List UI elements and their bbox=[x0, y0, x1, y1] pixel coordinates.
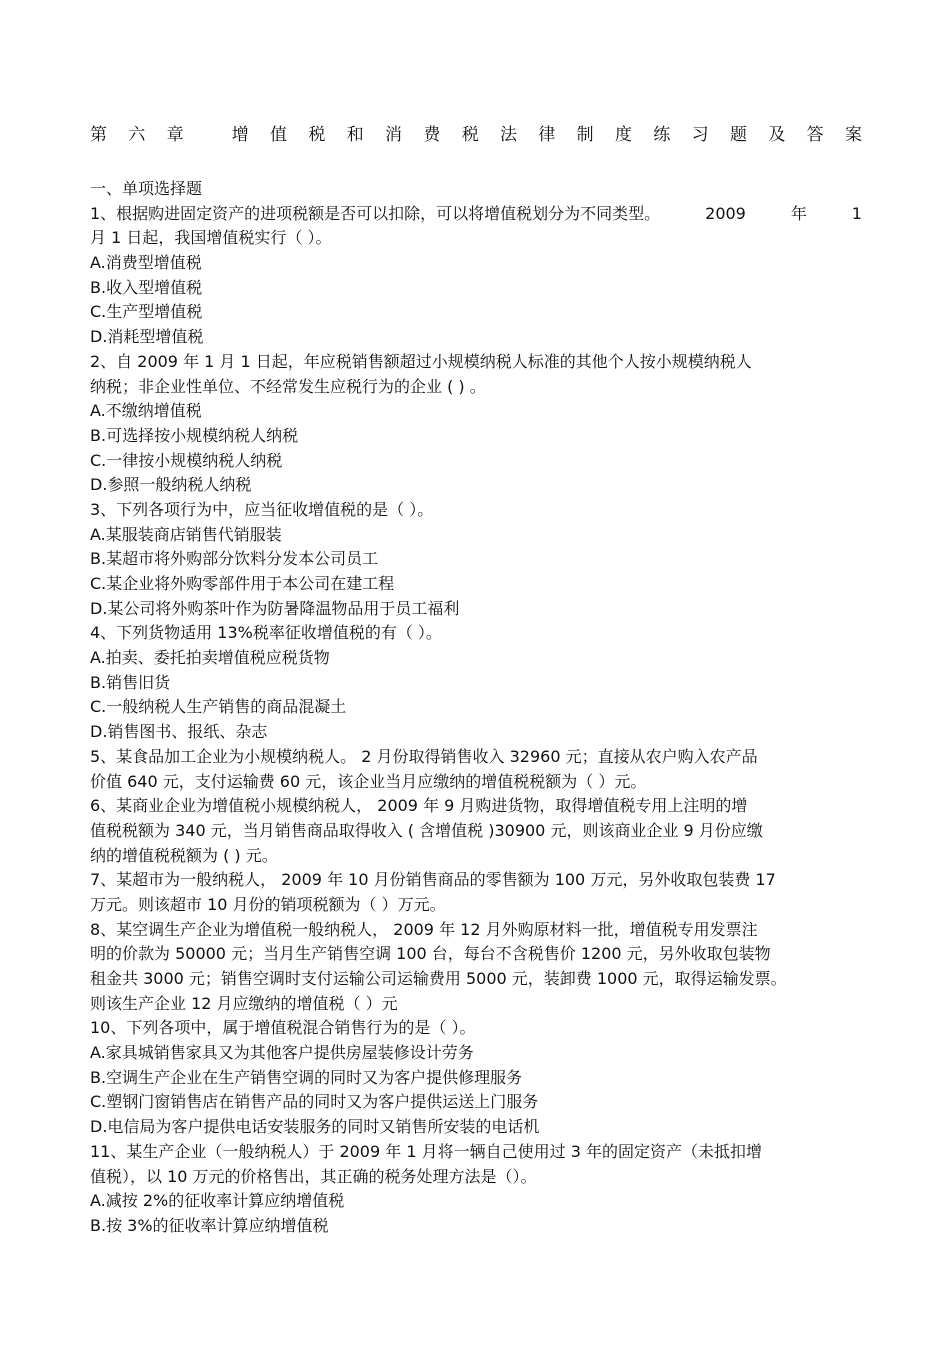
text-line: 月 1 日起，我国增值税实行（ ）。 bbox=[90, 228, 332, 248]
text-line: D.某公司将外购茶叶作为防暑降温物品用于员工福利 bbox=[90, 598, 460, 618]
text-line: 3、下列各项行为中，应当征收增值税的是（ ）。 bbox=[90, 499, 434, 519]
text-line: A.某服装商店销售代销服装 bbox=[90, 524, 282, 544]
title-char: 案 bbox=[844, 125, 862, 145]
title-char: 题 bbox=[729, 125, 747, 145]
title-char: 律 bbox=[538, 125, 556, 145]
title-char: 制 bbox=[576, 125, 594, 145]
title-char: 六 bbox=[128, 125, 146, 145]
title-char: 答 bbox=[806, 125, 824, 145]
title-char: 费 bbox=[423, 125, 441, 145]
title-char: 练 bbox=[653, 125, 671, 145]
title-char: 税 bbox=[308, 125, 326, 145]
text-line: D.销售图书、报纸、杂志 bbox=[90, 722, 268, 742]
text-line: 租金共 3000 元；销售空调时支付运输公司运输费用 5000 元，装卸费 1000 元，取得运输发票。 bbox=[90, 969, 787, 988]
text-line: 纳税；非企业性单位、不经常发生应税行为的企业 ( ) 。 bbox=[90, 376, 486, 396]
text-line: B.某超市将外购部分饮料分发本公司员工 bbox=[90, 549, 379, 569]
text-line: 则该生产企业 12 月应缴纳的增值税（ ）元 bbox=[90, 993, 398, 1013]
text-line: A.拍卖、委托拍卖增值税应税货物 bbox=[90, 648, 330, 668]
title-char: 及 bbox=[768, 125, 786, 145]
title-char bbox=[205, 124, 210, 146]
title-char: 增 bbox=[231, 125, 249, 145]
text-line: 万元。则该超市 10 月份的销项税额为（ ）万元。 bbox=[90, 894, 446, 914]
title-char: 习 bbox=[691, 125, 709, 145]
text-line: D.参照一般纳税人纳税 bbox=[90, 475, 252, 495]
title-char: 和 bbox=[346, 125, 364, 145]
text-line: 值税），以 10 万元的价格售出，其正确的税务处理方法是（）。 bbox=[90, 1166, 537, 1186]
document-body bbox=[90, 177, 862, 1239]
text-line: A.消费型增值税 bbox=[90, 253, 202, 273]
text-line: 10、下列各项中，属于增值税混合销售行为的是（ ）。 bbox=[90, 1018, 476, 1038]
text-line: 6、某商业企业为增值税小规模纳税人， 2009 年 9 月购进货物，取得增值税专用上注明的增 bbox=[90, 796, 748, 816]
text-line: 1、根据购进固定资产的进项税额是否可以扣除，可以将增值税划分为不同类型。 2009 年 1 bbox=[90, 203, 862, 223]
text-line: 价值 640 元，支付运输费 60 元，该企业当月应缴纳的增值税税额为（ ）元。 bbox=[90, 771, 647, 791]
text-line: C.一律按小规模纳税人纳税 bbox=[90, 450, 283, 470]
title-char: 度 bbox=[615, 125, 632, 145]
page-title bbox=[90, 124, 862, 146]
text-line: 7、某超市为一般纳税人， 2009 年 10 月份销售商品的零售额为 100 万元，另外收取包装费 17 bbox=[90, 870, 776, 890]
text-line: B.按 3%的征收率计算应纳增值税 bbox=[90, 1215, 329, 1235]
text-line: B.可选择按小规模纳税人纳税 bbox=[90, 425, 299, 445]
title-char: 值 bbox=[270, 125, 288, 145]
text-line: 2、自 2009 年 1 月 1 日起，年应税销售额超过小规模纳税人标准的其他个人按小规模纳税人 bbox=[90, 351, 752, 371]
title-char: 消 bbox=[385, 125, 403, 145]
text-line: D.电信局为客户提供电话安装服务的同时又销售所安装的电话机 bbox=[90, 1117, 540, 1137]
text-line: C.塑钢门窗销售店在销售产品的同时又为客户提供运送上门服务 bbox=[90, 1092, 539, 1112]
text-line: A.不缴纳增值税 bbox=[90, 401, 202, 421]
text-line: A.家具城销售家具又为其他客户提供房屋装修设计劳务 bbox=[90, 1043, 474, 1063]
text-line: 8、某空调生产企业为增值税一般纳税人， 2009 年 12 月外购原材料一批，增值税专用发票注 bbox=[90, 919, 758, 939]
text-line: B.空调生产企业在生产销售空调的同时又为客户提供修理服务 bbox=[90, 1067, 523, 1087]
text-line: 值税税额为 340 元，当月销售商品取得收入 ( 含增值税 )30900 元，则该商业企业 9 月份应缴 bbox=[90, 820, 763, 840]
text-line: D.消耗型增值税 bbox=[90, 327, 204, 347]
title-char: 章 bbox=[166, 125, 184, 145]
text-line: C.生产型增值税 bbox=[90, 302, 203, 322]
text-line: 纳的增值税税额为 ( ) 元。 bbox=[90, 845, 278, 865]
title-char: 税 bbox=[461, 125, 479, 145]
text-line: 11、某生产企业（一般纳税人）于 2009 年 1 月将一辆自己使用过 3 年的固定资产（未抵扣增 bbox=[90, 1141, 762, 1161]
text-line: 5、某食品加工企业为小规模纳税人。 2 月份取得销售收入 32960 元；直接从农户购入农产品 bbox=[90, 746, 758, 766]
text-line: 一、单项选择题 bbox=[90, 179, 203, 198]
text-line: A.减按 2%的征收率计算应纳增值税 bbox=[90, 1191, 345, 1211]
text-line: B.销售旧货 bbox=[90, 672, 171, 692]
title-char: 法 bbox=[500, 125, 518, 145]
text-line: C.一般纳税人生产销售的商品混凝土 bbox=[90, 697, 347, 717]
title-char: 第 bbox=[90, 125, 107, 145]
text-line: 明的价款为 50000 元；当月生产销售空调 100 台，每台不含税售价 1200 元，另外收取包装物 bbox=[90, 944, 771, 964]
text-line: C.某企业将外购零部件用于本公司在建工程 bbox=[90, 574, 395, 593]
text-line: 4、下列货物适用 13%税率征收增值税的有（ ）。 bbox=[90, 623, 442, 643]
text-line: B.收入型增值税 bbox=[90, 277, 203, 297]
